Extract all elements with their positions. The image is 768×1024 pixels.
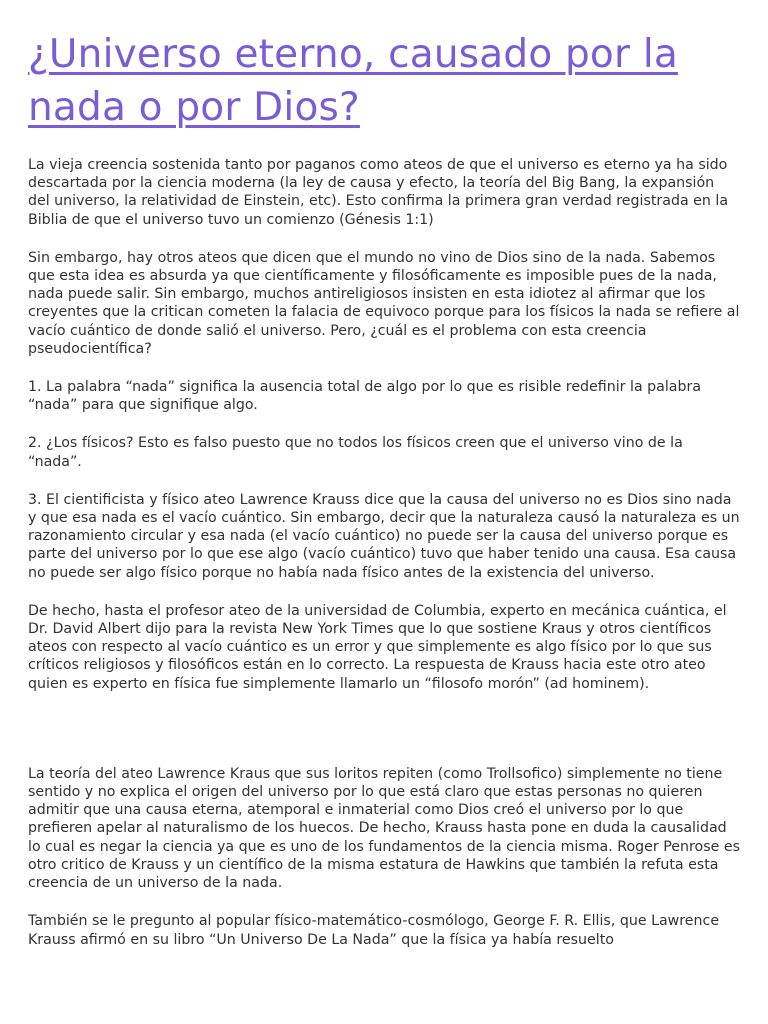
paragraph-point-3: 3. El cientificista y físico ateo Lawrence Krauss dice que la causa del universo no es Dios sino nada y que esa nada es el vacío cuántico. Sin embargo, decir que la naturaleza causó la naturaleza es un razonamiento circular y esa nada (el vacío cuántico) no puede ser la causa del universo porque es parte del universo por lo que ese algo (vacío cuántico) tuvo que haber tenido una causa. Esa causa no puede ser algo físico porque no había nada físico antes de la existencia del universo. [28,491,740,581]
paragraph-albert: De hecho, hasta el profesor ateo de la universidad de Columbia, experto en mecánica cuántica, el Dr. David Albert dijo para la revista New York Times que lo que sostiene Kraus y otros científicos ateos con respecto al vacío cuántico es un error y que simplemente es algo físico por lo que sus críticos religiosos y filosóficos están en lo correcto. La respuesta de Krauss hacia este otro ateo quien es experto en física fue simplemente llamarlo un “filosofo morón” (ad hominem). [28,602,727,692]
paragraph-nada: Sin embargo, hay otros ateos que dicen que el mundo no vino de Dios sino de la nada. Sabemos que esta idea es absurda ya que científicamente y filosóficamente es imposible pues de la nada, nada puede salir. Sin embargo, muchos antireligiosos insisten en esta idiotez al afirmar que los creyentes que la critican cometen la falacia de equivoco porque para los físicos la nada se refiere al vacío cuántico de donde salió el universo. Pero, ¿cuál es el problema con esta creencia pseudocientífica? [28,249,740,357]
article-title[interactable]: ¿Universo eterno, causado por la nada o por Dios? [28,32,678,130]
paragraph-point-2: 2. ¿Los físicos? Esto es falso puesto que no todos los físicos creen que el universo vino de la “nada”. [28,435,683,470]
article [28,28,740,969]
paragraph-point-1: 1. La palabra “nada” significa la ausencia total de algo por lo que es risible redefinir la palabra “nada” para que signifique algo. [28,379,702,414]
paragraph-krauss: La teoría del ateo Lawrence Kraus que sus loritos repiten (como Trollsofico) simplemente no tiene sentido y no explica el origen del universo por lo que está claro que estas personas no quieren admitir que una causa eterna, atemporal e inmaterial como Dios creó el universo por lo que prefieren apelar al naturalismo de los huecos. De hecho, Krauss hasta pone en duda la causalidad lo cual es negar la ciencia ya que es uno de los fundamentos de la ciencia misma. Roger Penrose es otro critico de Krauss y un científico de la misma estatura de Hawkins que también la refuta esta creencia de un universo de la nada. [28,765,740,892]
paragraph-intro: La vieja creencia sostenida tanto por paganos como ateos de que el universo es eterno ya ha sido descartada por la ciencia moderna (la ley de causa y efecto, la teoría del Big Bang, la expansión del universo, la relatividad de Einstein, etc). Esto confirma la primera gran verdad registrada en la Biblia de que el universo tuvo un comienzo (Génesis 1:1) [28,157,729,228]
paragraph-ellis: También se le pregunto al popular físico-matemático-cosmólogo, George F. R. Ellis, que Lawrence Krauss afirmó en su libro “Un Universo De La Nada” que la física ya había resuelto [28,913,720,948]
blank-space [28,713,740,765]
